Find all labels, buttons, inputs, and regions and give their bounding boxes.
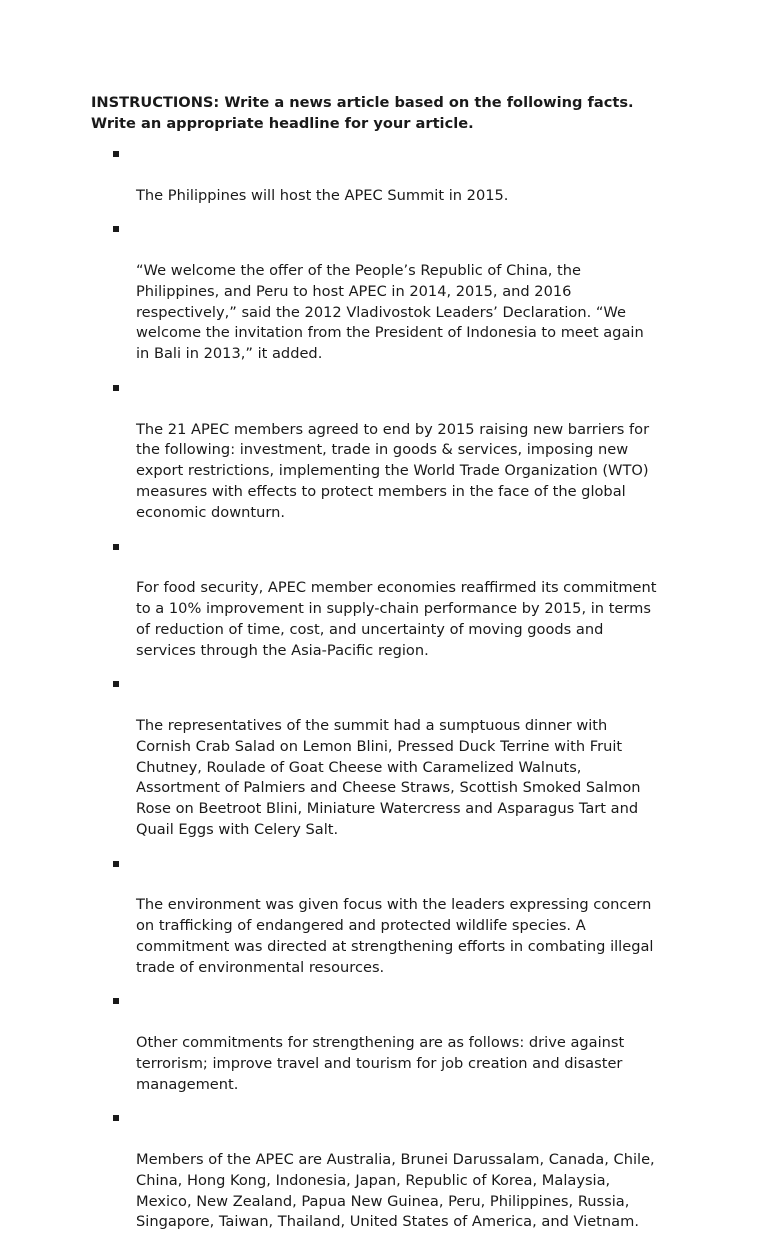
list-item-text: The environment was given focus with the leaders expressing concern on trafficking of endangered and protected wildlife species. A commitment was directed at strengthening efforts in combating illegal trade of environmental resources. xyxy=(136,896,654,976)
list-item xyxy=(91,144,691,206)
square-bullet-icon xyxy=(113,226,119,232)
list-item-text: Members of the APEC are Australia, Brunei Darussalam, Canada, Chile, China, Hong Kong, Indonesia, Japan, Republic of Korea, Malaysia, Mexico, New Zealand, Papua New Guinea, Peru, Philippines, Russia, Singapore, Taiwan, Thailand, United States of America, and Vietnam. xyxy=(136,1151,655,1231)
square-bullet-icon xyxy=(113,151,119,157)
square-bullet-icon xyxy=(113,861,119,867)
list-item xyxy=(91,1108,691,1233)
list-item xyxy=(91,854,691,979)
list-item-text: Other commitments for strengthening are as follows: drive against terrorism; improve travel and tourism for job creation and disaster management. xyxy=(136,1034,625,1093)
list-item xyxy=(91,674,691,840)
list-item xyxy=(91,219,691,365)
list-item-text: The Philippines will host the APEC Summit in 2015. xyxy=(136,186,509,204)
list-item-text: For food security, APEC member economies reaffirmed its commitment to a 10% improvement in supply-chain performance by 2015, in terms of reduction of time, cost, and uncertainty of moving goods and services through the Asia-Pacific region. xyxy=(136,579,657,659)
square-bullet-icon xyxy=(113,385,119,391)
list-item xyxy=(91,378,691,524)
square-bullet-icon xyxy=(113,681,119,687)
list-item-text: The representatives of the summit had a sumptuous dinner with Cornish Crab Salad on Lemon Blini, Pressed Duck Terrine with Fruit Chutney, Roulade of Goat Cheese with Caramelized Walnuts, Assortment of Palmiers and Cheese Straws, Scottish Smoked Salmon Rose on Beetroot Blini, Miniature Watercress and Asparagus Tart and Quail Eggs with Celery Salt. xyxy=(136,716,641,838)
list-item-text: The 21 APEC members agreed to end by 2015 raising new barriers for the following: investment, trade in goods & services, imposing new export restrictions, implementing the World Trade Organization (WTO) measures with effects to protect members in the face of the global economic downturn. xyxy=(136,420,650,521)
document-page xyxy=(91,92,691,1246)
square-bullet-icon xyxy=(113,1115,119,1121)
square-bullet-icon xyxy=(113,544,119,550)
instructions-heading: INSTRUCTIONS: Write a news article based on the following facts. Write an appropriate headline for your article. xyxy=(91,94,634,132)
facts-list xyxy=(91,144,691,1233)
square-bullet-icon xyxy=(113,998,119,1004)
list-item xyxy=(91,991,691,1095)
list-item-text: “We welcome the offer of the People’s Republic of China, the Philippines, and Peru to host APEC in 2014, 2015, and 2016 respectively,” said the 2012 Vladivostok Leaders’ Declaration. “We welcome the invitation from the President of Indonesia to meet again in Bali in 2013,” it added. xyxy=(136,261,644,363)
list-item xyxy=(91,537,691,662)
